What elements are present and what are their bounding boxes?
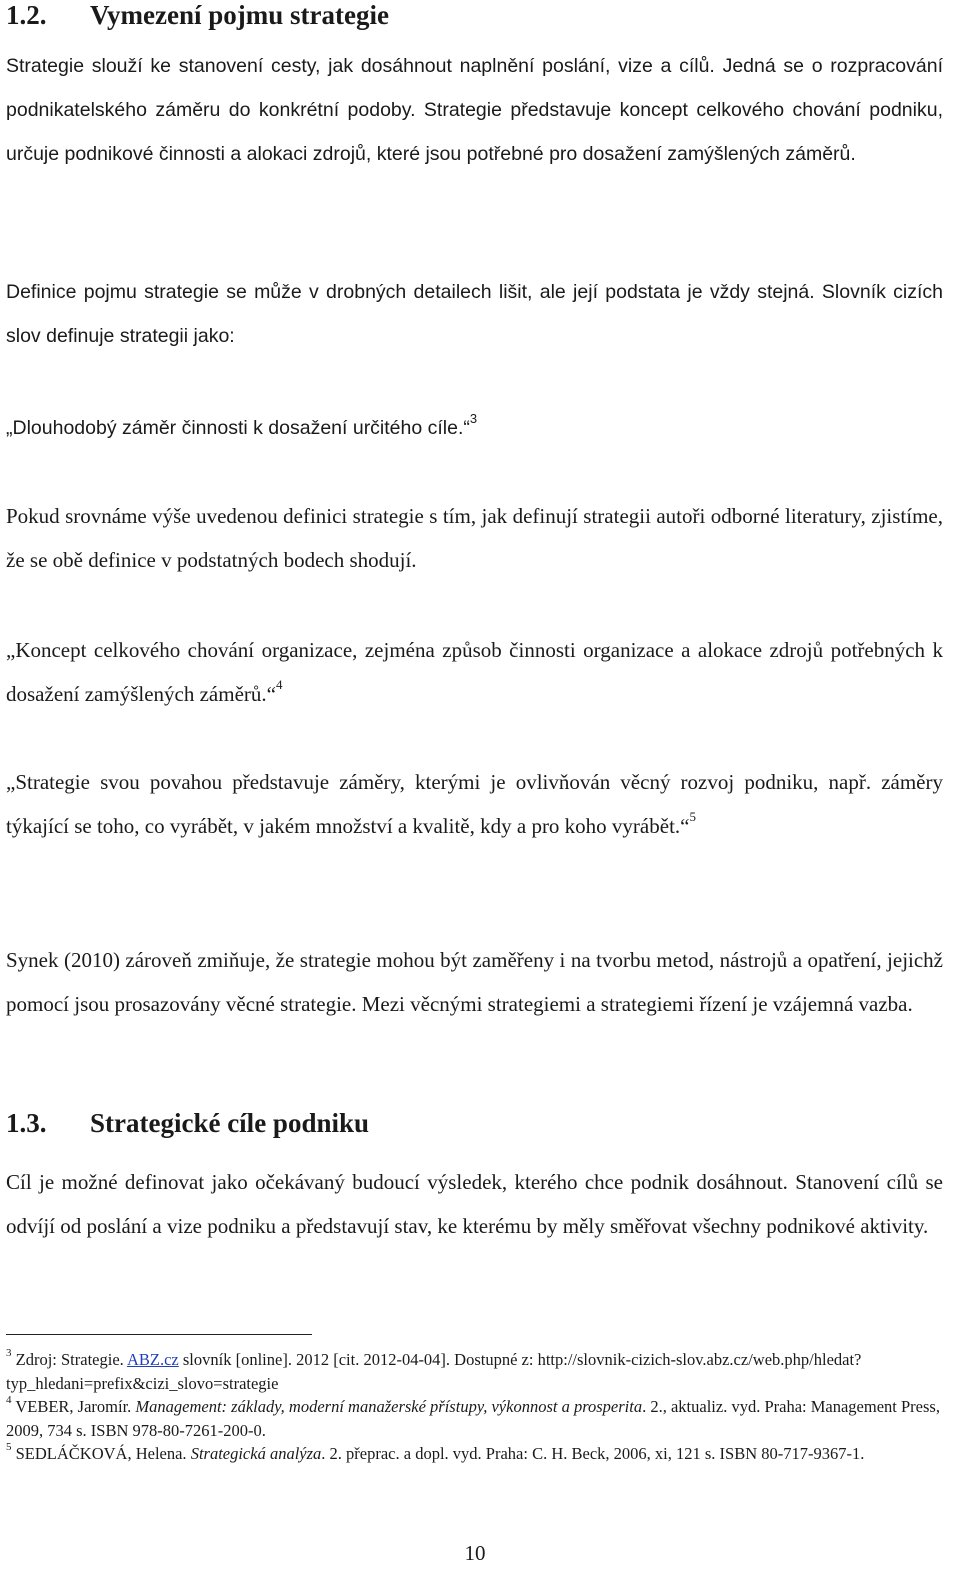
section-heading-1-3 [6, 1108, 369, 1139]
section-title: Strategické cíle podniku [90, 1108, 370, 1138]
footnote-4 [6, 1395, 946, 1442]
footnote-text: . 2., aktualiz. vyd. Praha: Management Press, 2009, 734 s. ISBN 978-80-7261-200-0. [6, 1397, 940, 1440]
footnote-ref-4: 4 [275, 677, 283, 692]
footnote-5 [6, 1442, 946, 1466]
footnote-text: . 2. přeprac. a dopl. vyd. Praha: C. H. Beck, 2006, xi, 121 s. ISBN 80-717-9367-1. [321, 1444, 865, 1463]
quote-dictionary-definition [6, 406, 943, 450]
footnote-number: 4 [6, 1393, 12, 1406]
section-title: Vymezení pojmu strategie [90, 0, 389, 30]
paragraph-synek: Synek (2010) zároveň zmiňuje, že strategie mohou být zaměřeny i na tvorbu metod, nástrojů a opatření, jejichž pomocí jsou prosazovány věcné strategie. Mezi věcnými strategiemi a strategiemi řízení je vzájemná vazba. [6, 948, 943, 1016]
footnotes [6, 1348, 946, 1466]
footnote-text: Zdroj: Strategie. [15, 1350, 127, 1369]
paragraph-strategy-purpose: Strategie slouží ke stanovení cesty, jak dosáhnout naplnění poslání, vize a cílů. Jedná se o rozpracování podnikatelského záměru do konkrétní podoby. Strategie představuje koncept celkového chování podniku, určuje podnikové činnosti a alokaci zdrojů, které jsou potřebné pro dosažení zamýšlených záměrů. [6, 55, 943, 165]
footnote-number: 3 [6, 1346, 12, 1359]
footnote-separator [6, 1334, 312, 1335]
footnote-text: VEBER, Jaromír. [15, 1397, 136, 1416]
quote-sedlackova-definition [6, 760, 943, 848]
page-number: 10 [464, 1541, 486, 1565]
book-title: Management: základy, moderní manažerské přístupy, výkonnost a prosperita [135, 1397, 643, 1416]
paragraph-comparison: Pokud srovnáme výše uvedenou definici strategie s tím, jak definují strategii autoři odborné literatury, zjistíme, že se obě definice v podstatných bodech shodují. [6, 504, 943, 572]
book-title: Strategická analýza [190, 1444, 322, 1463]
paragraph-definition-intro: Definice pojmu strategie se může v drobných detailech lišit, ale její podstata je vždy stejná. Slovník cizích slov definuje strategii jako: [6, 281, 943, 347]
footnote-ref-3: 3 [469, 410, 478, 426]
quote-text: „Strategie svou povahou představuje záměry, kterými je ovlivňován věcný rozvoj podniku, např. záměry týkající se toho, co vyrábět, v jakém množství a kvalitě, kdy a pro koho vyrábět.“ [6, 770, 943, 838]
footnote-text: slovník [online]. 2012 [cit. 2012-04-04]. Dostupné z: http://slovnik-cizich-slov.abz.cz/web.php/hledat?typ_hledani=prefix&cizi_slovo=strategie [6, 1350, 862, 1393]
quote-text: „Koncept celkového chování organizace, zejména způsob činnosti organizace a alokace zdrojů potřebných k dosažení zamýšlených záměrů.“ [6, 638, 943, 706]
section-number: 1.2. [6, 0, 47, 30]
section-number: 1.3. [6, 1108, 47, 1138]
footnote-3 [6, 1348, 946, 1395]
footnote-text: SEDLÁČKOVÁ, Helena. [15, 1444, 191, 1463]
footnote-number: 5 [6, 1440, 12, 1453]
footnote-ref-5: 5 [689, 809, 696, 824]
abz-link[interactable]: ABZ.cz [126, 1350, 179, 1369]
quote-veber-definition [6, 628, 943, 716]
quote-text: „Dlouhodobý záměr činnosti k dosažení určitého cíle.“ [6, 417, 470, 439]
paragraph-goals: Cíl je možné definovat jako očekávaný budoucí výsledek, kterého chce podnik dosáhnout. Stanovení cílů se odvíjí od poslání a vize podniku a představují stav, ke kterému by měly směřovat všechny podnikové aktivity. [6, 1170, 943, 1238]
section-heading-1-2 [6, 0, 389, 31]
